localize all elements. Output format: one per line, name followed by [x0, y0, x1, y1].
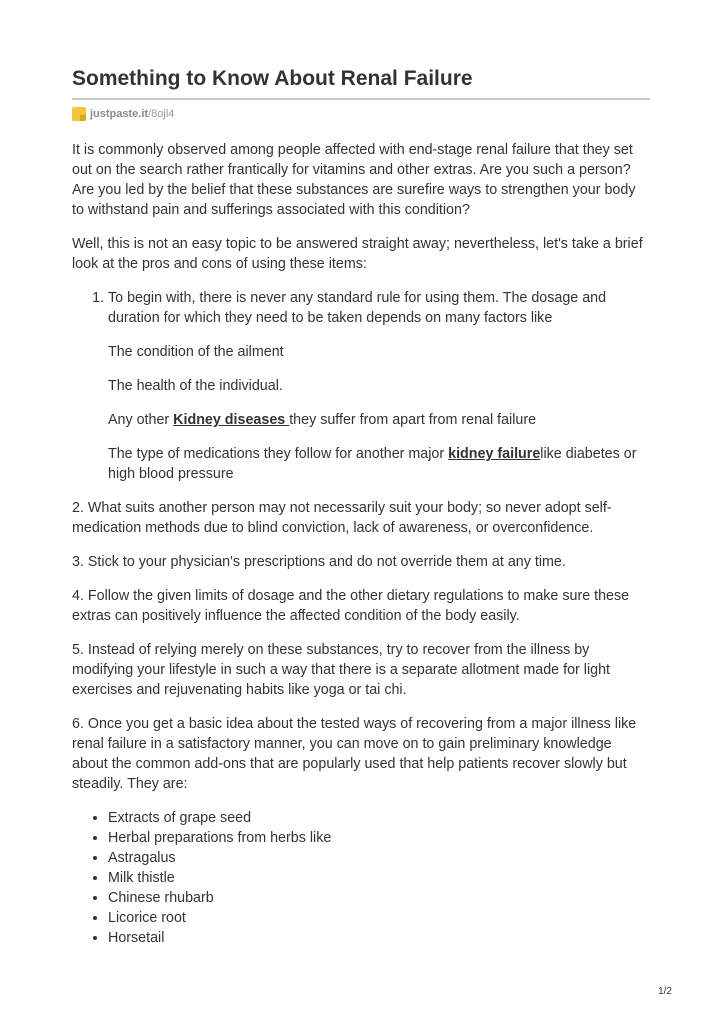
- factor-3-pre: Any other: [108, 412, 174, 428]
- justpaste-logo-icon: [72, 107, 86, 121]
- list-item: • Horsetail: [108, 928, 650, 948]
- intro-paragraph-2: Well, this is not an easy topic to be answered straight away; nevertheless, let's take a brief look at the pros and cons of using these items:: [72, 236, 643, 272]
- point-3: 3. Stick to your physician's prescriptions and do not override them at any time.: [72, 554, 566, 570]
- kidney-diseases-link[interactable]: Kidney diseases: [173, 412, 290, 428]
- point-2: 2. What suits another person may not necessarily suit your body; so never adopt self-medication methods due to blind conviction, lack of awareness, or overconfidence.: [72, 500, 612, 536]
- point-5: 5. Instead of relying merely on these substances, try to recover from the illness by modifying your lifestyle in such a way that there is a separate allotment made for light exercises and rejuvenating habits like yoga or tai chi.: [72, 642, 610, 698]
- source-domain-link[interactable]: justpaste.it: [90, 108, 149, 120]
- list-item: • Astragalus: [108, 848, 650, 868]
- article-body: [72, 140, 650, 948]
- factor-3-post: they suffer from apart from renal failure: [289, 412, 537, 428]
- factor-3: [108, 410, 650, 430]
- list-item: • Chinese rhubarb: [108, 888, 650, 908]
- source-line: [72, 106, 650, 122]
- point-4: 4. Follow the given limits of dosage and the other dietary regulations to make sure these extras can positively influence the affected condition of the body easily.: [72, 588, 630, 624]
- page-number: 1/2: [658, 986, 672, 997]
- title-divider: [72, 98, 650, 100]
- list-item-1: [108, 288, 650, 484]
- point-6: 6. Once you get a basic idea about the tested ways of recovering from a major illness like renal failure in a satisfactory manner, you can move on to gain preliminary knowledge about the common add-ons that are popularly used that help patients recover slowly but steadily. They are:: [72, 716, 637, 792]
- page-title: Something to Know About Renal Failure: [72, 67, 473, 90]
- addons-list: [72, 808, 650, 948]
- source-path: /8ojl4: [148, 108, 175, 120]
- numbered-list: [72, 288, 650, 484]
- kidney-failure-link[interactable]: kidney failure: [448, 446, 541, 462]
- list-item: • Extracts of grape seed: [108, 808, 650, 828]
- list-item: • Herbal preparations from herbs like: [108, 828, 650, 848]
- factor-1: The condition of the ailment: [108, 344, 284, 360]
- factor-4-post: like diabetes or high blood pressure: [108, 446, 637, 482]
- factor-4: [108, 444, 650, 484]
- item1-text: 1. To begin with, there is never any standard rule for using them. The dosage and duration for which they need to be taken depends on many factors like: [108, 290, 607, 326]
- intro-paragraph-1: It is commonly observed among people affected with end-stage renal failure that they set out on the search rather frantically for vitamins and other extras. Are you such a person? Are you led by the belief that these substances are surefire ways to strengthen your body to withstand pain and sufferings associated with this condition?: [72, 142, 636, 218]
- list-item: • Licorice root: [108, 908, 650, 928]
- list-item: • Milk thistle: [108, 868, 650, 888]
- document-page: [72, 64, 650, 948]
- factor-4-pre: The type of medications they follow for another major: [108, 446, 449, 462]
- factor-2: The health of the individual.: [108, 378, 283, 394]
